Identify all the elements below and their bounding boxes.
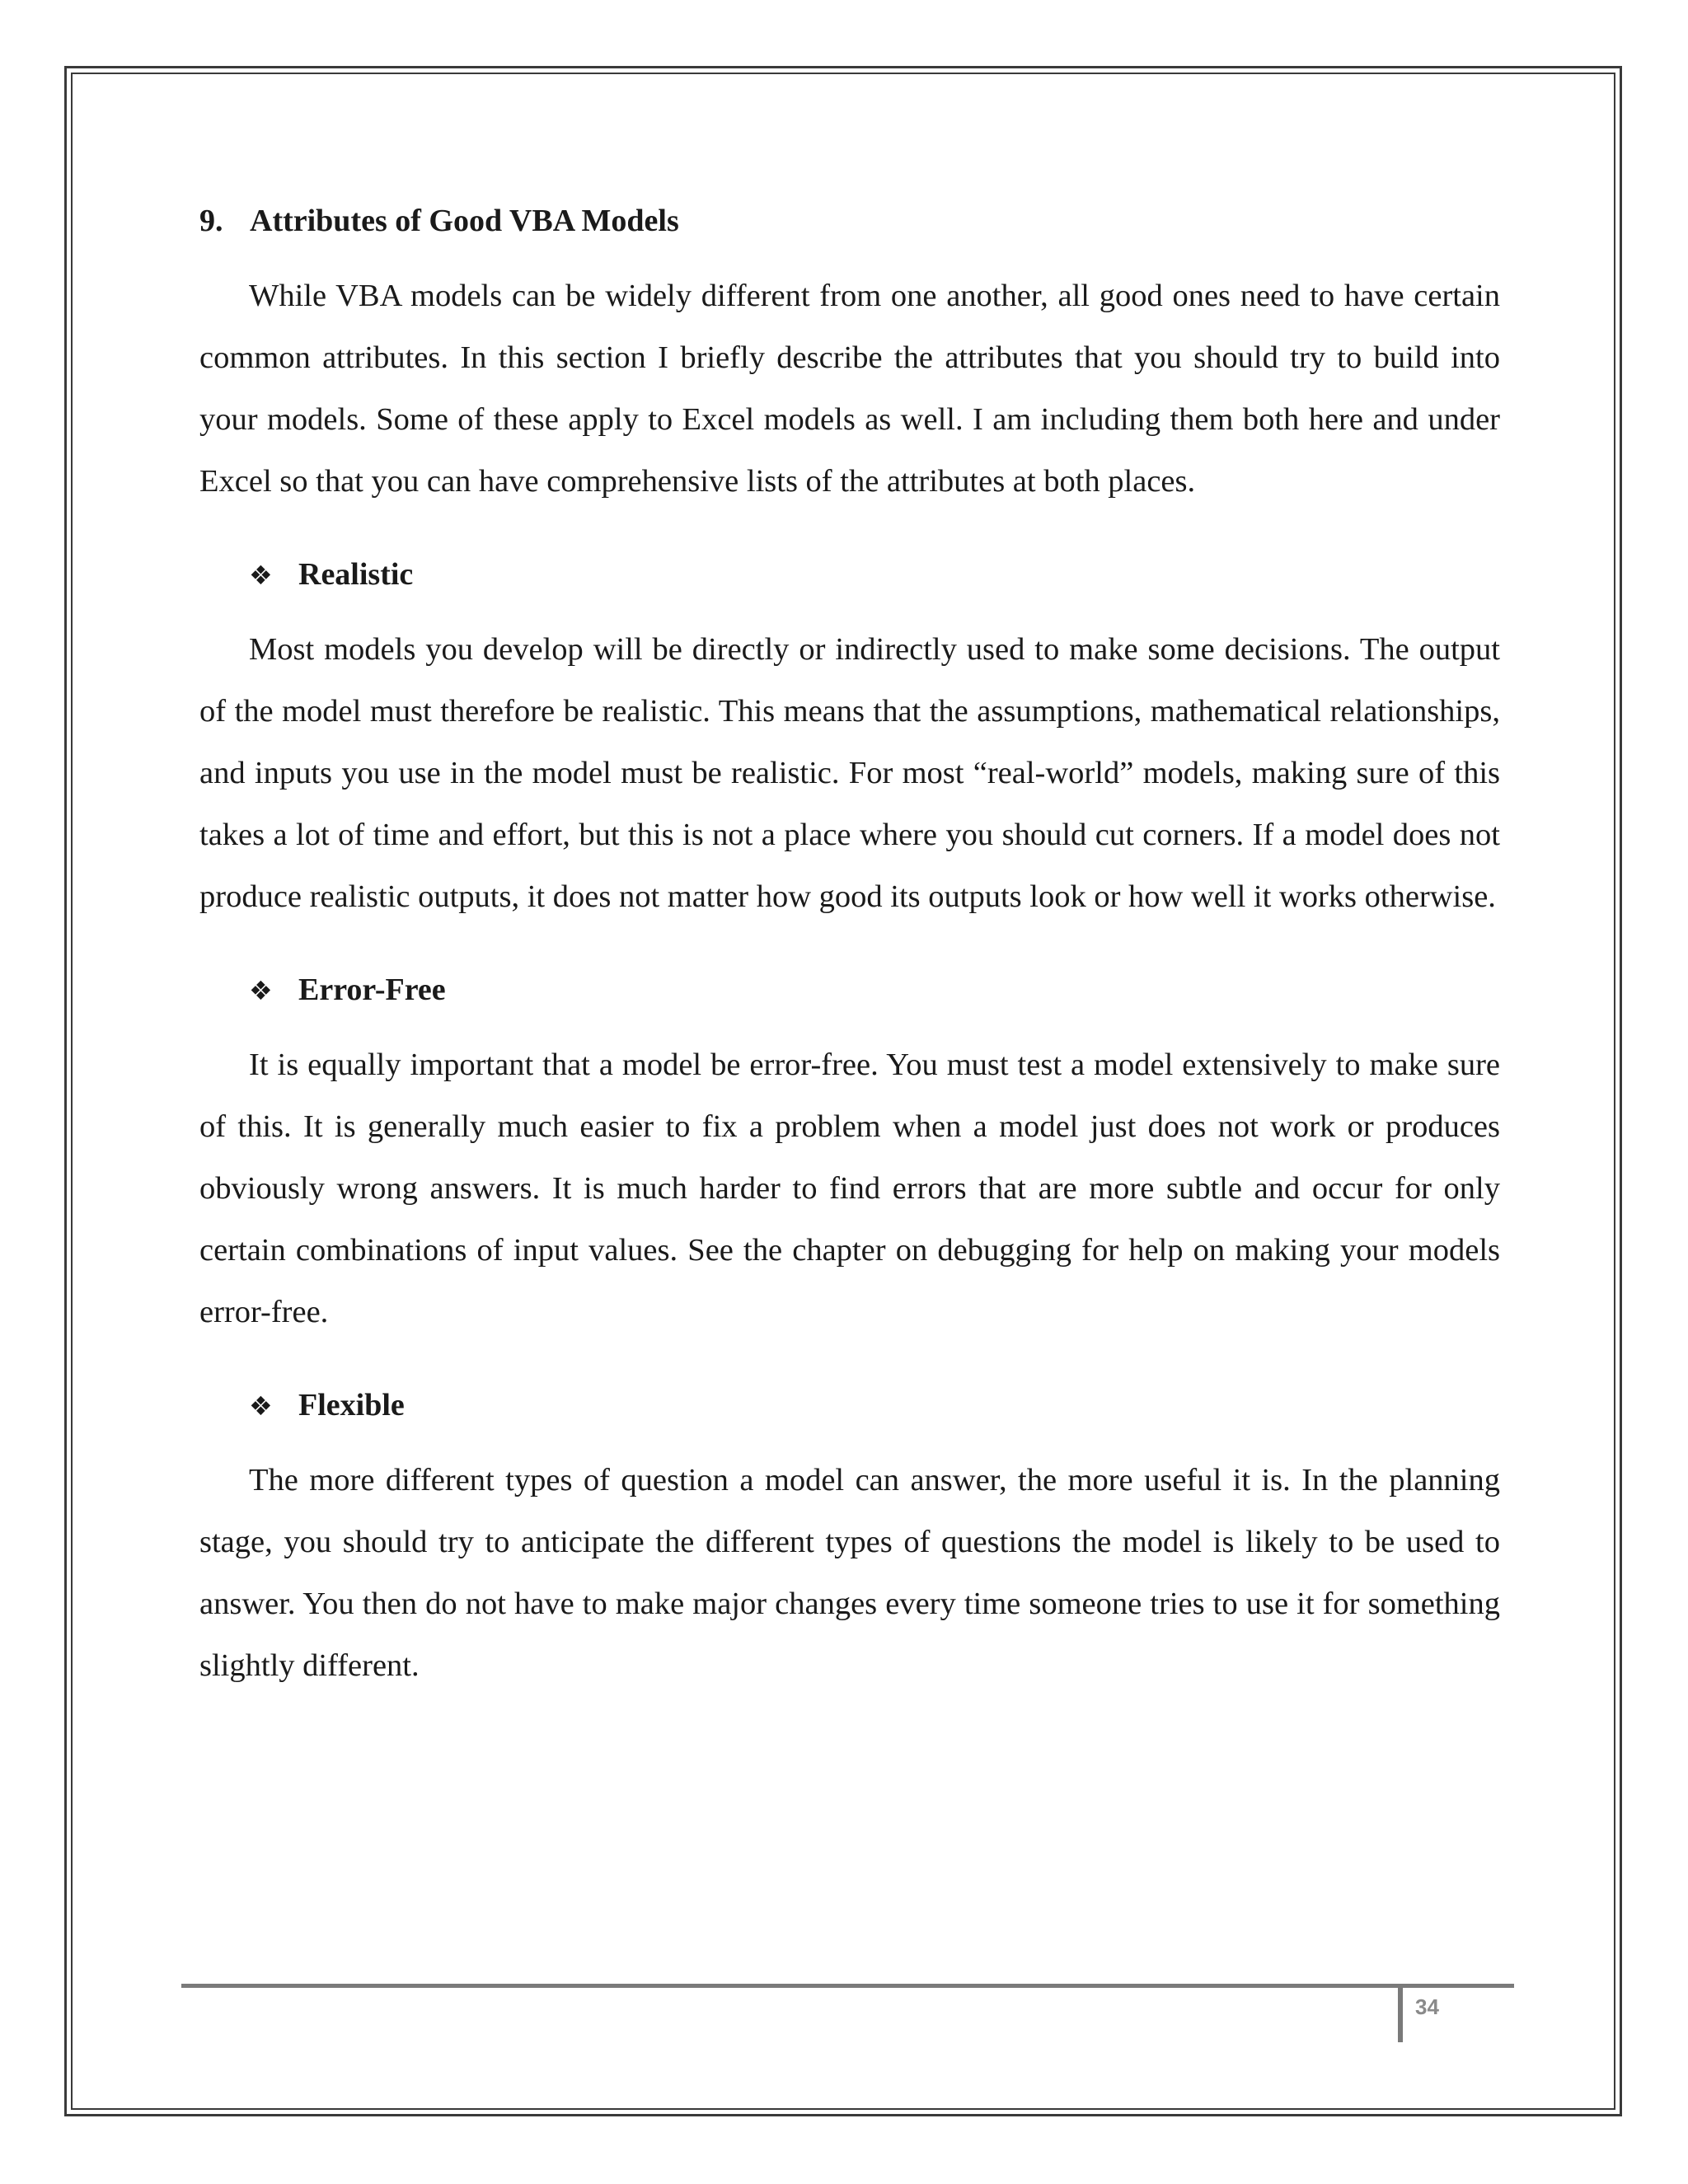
section-heading [199,191,1500,251]
footer-divider [1398,1988,1403,2042]
attribute-paragraph-error-free: It is equally important that a model be error-free. You must test a model extensively to make sure of this. It is generally much easier to fix a problem when a model just does not work or produces obviously wrong answers. It is much harder to find errors that are more subtle and occur for only certain combinations of input values. See the chapter on debugging for help on making your models error-free. [199,1047,1500,1329]
attribute-heading-error-free [199,960,1500,1019]
attribute-heading-realistic [199,545,1500,604]
attribute-paragraph-realistic: Most models you develop will be directly or indirectly used to make some decisions. The output of the model must therefore be realistic. This means that the assumptions, mathematical relationships, and inputs you use in the model must be realistic. For most “real-world” models, making sure of this takes a lot of time and effort, but this is not a place where you should cut corners. If a model does not produce realistic outputs, it does not matter how good its outputs look or how well it works otherwise. [199,632,1500,914]
attribute-title: Realistic [298,557,414,592]
diamond-bullet-icon: ❖ [249,1390,273,1422]
section-number: 9. [199,204,223,238]
section-title: Attributes of Good VBA Models [250,204,679,238]
attribute-title: Flexible [298,1388,405,1422]
attribute-heading-flexible [199,1376,1500,1435]
diamond-bullet-icon: ❖ [249,975,273,1006]
page-content [199,191,1500,1697]
section-intro-paragraph: While VBA models can be widely different from one another, all good ones need to have certain common attributes. In this section I briefly describe the attributes that you should try to build into your models. Some of these apply to Excel models as well. I am including them both here and under Excel so that you can have comprehensive lists of the attributes at both places. [199,279,1500,499]
attribute-paragraph-flexible: The more different types of question a model can answer, the more useful it is. In the planning stage, you should try to anticipate the different types of questions the model is likely to be used to answer. You then do not have to make major changes every time someone tries to use it for something slightly different. [199,1463,1500,1683]
page-number: 34 [1415,1994,1439,2019]
footer-rule [181,1984,1514,1988]
diamond-bullet-icon: ❖ [249,560,273,591]
attribute-title: Error-Free [298,972,446,1007]
